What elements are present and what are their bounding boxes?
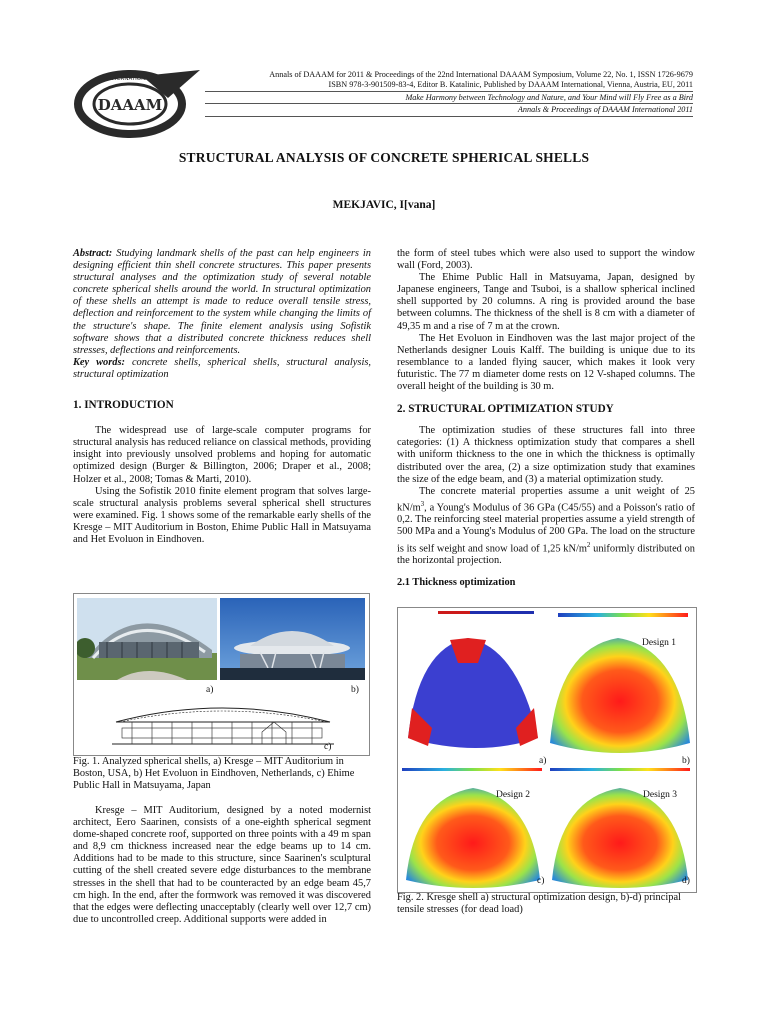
- fig2-label-b: b): [682, 756, 690, 766]
- keywords-text: concrete shells, spherical shells, structural analysis, structural optimization: [73, 356, 371, 380]
- sec2-p2-sup2: 2: [586, 540, 591, 549]
- kresge-paragraph: Kresge – MIT Auditorium, designed by a noted modernist architect, Eero Saarinen, consists of a one-eighth spherical segment dome-shaped concrete roof, supported on three points with a 49 m span and 8,9 cm thickness increased near the edge beams up to 14 cm. Additions had to be made to this structure, since Saarinen's sculptural cutting of the shell created severe edge disturbances to the membrane stresses in the shell that had to be counteracted by an edge beam 45,7 cm high. In the end, after the formwork was removed it was discovered that the edges were deflecting unacceptably (clearly well over 12,7 cm) due to uncontrolled creep. Additional supports were added in: [73, 805, 371, 925]
- sec2-p2-part-a: The concrete material properties assume a unit weight of 25 kN/m: [397, 485, 695, 514]
- sec1-paragraph-1: The widespread use of large-scale computer programs for structural analysis has reduced reliance on classical methods, providing insight into previously unsolved problems and hoping for automatic optimized design (Burger & Billington, 2006; Draper et al., 2008; Holzer et al., 2008; Tomas & Marti, 2010).: [73, 425, 371, 485]
- abstract: [73, 248, 371, 357]
- kresge-photo: [77, 598, 217, 680]
- fig1-caption: Fig. 1. Analyzed spherical shells, a) Kresge – MIT Auditorium in Boston, USA, b) Het Evoluon in Eindhoven, Netherlands, c) Ehime Public Hall in Matsuyama, Japan: [73, 756, 355, 792]
- header-line-1: Annals of DAAAM for 2011 & Proceedings of the 22nd International DAAAM Symposium, Volume 22, No. 1, ISSN 1726-9679: [269, 70, 693, 79]
- fig2-design-3: Design 3: [643, 790, 678, 800]
- sec1-heading: 1. INTRODUCTION: [73, 399, 174, 412]
- fig2-label-c: c): [537, 876, 545, 886]
- sec2-paragraph-1: The optimization studies of these structures fall into three categories: (1) A thickness optimization study that compares a shell with uniform thickness to the one in which the thickness is optimally distributed over the area, (2) a size optimization study that examines the size of the edge beam, and (3) a material optimization study.: [397, 425, 695, 485]
- header-rule-3: [205, 116, 693, 117]
- header-line-4: Annals & Proceedings of DAAAM International 2011: [517, 105, 693, 114]
- fig2-caption: Fig. 2. Kresge shell a) structural optimization design, b)-d) principal tensile stresses (for dead load): [397, 892, 681, 916]
- sec2-p2-part-b: , a Young's Modulus of 36 GPa (C45/55) and a Poisson's ratio of 0,2. The reinforcing steel material properties assume a yield strength of 500 MPa and a Young's Modulus of 200 GPa. The load on the structure is its self weight and snow load of 1,25 kN/m: [397, 502, 695, 554]
- fig2-label-a: a): [539, 756, 547, 766]
- fig1-label-b: b): [351, 685, 359, 695]
- evoluon-photo: [220, 598, 365, 680]
- paper-author: MEKJAVIC, I[vana]: [332, 199, 436, 211]
- ehime-drawing: [112, 692, 334, 748]
- sec2-p2-sup: 3: [420, 499, 425, 508]
- daaam-logo: [72, 68, 202, 138]
- ehime-paragraph: The Ehime Public Hall in Matsuyama, Japan, designed by Japanese engineers, Tange and Tsuboi, is a shallow spherical inclined shell supported by 20 columns. A ring is provided around the base between columns. The thickness of the shell is 8 cm with a diameter of 49,35 m and a rise of 7 m at the crown.: [397, 272, 695, 332]
- header-line-3: Make Harmony between Technology and Nature, and Your Mind will Fly Free as a Bird: [405, 93, 693, 102]
- sec2-p2-part-c: uniformly distributed on the horizontal projection.: [397, 543, 695, 567]
- evoluon-paragraph: The Het Evoluon in Eindhoven was the last major project of the Netherlands designer Louis Kalff. The building is unique due to its resemblance to a landed flying saucer, which makes it look very futuristic. The 77 m diameter dome rests on 12 V-shaped columns. The overall height of the building is 30 m.: [397, 332, 695, 393]
- sec1-paragraph-2: Using the Sofistik 2010 finite element program that solves large-scale structural analysis problems several spherical shell structures were examined. Fig. 1 shows some of the remarkable early shells of the Kresge – MIT Auditorium in Boston, Ehime Public Hall in Matsuyama and Het Evoluon in Eindhoven.: [73, 485, 371, 545]
- fig1-label-c: c): [324, 742, 332, 752]
- figure-2: [397, 607, 697, 893]
- right-column: [397, 248, 695, 589]
- fig2-label-d: d): [682, 876, 690, 886]
- fig2-design-1: Design 1: [642, 638, 677, 648]
- left-column: [73, 248, 371, 546]
- sec2-paragraph-2: [397, 486, 695, 568]
- fig1-label-a: a): [206, 685, 214, 695]
- fig2-design-2: Design 2: [496, 790, 531, 800]
- logo-main-text: DAAAM: [97, 96, 163, 114]
- right-paragraph-0: the form of steel tubes which were also used to support the window wall (Ford, 2003).: [397, 248, 695, 272]
- keywords: [73, 357, 371, 381]
- sec21-heading: 2.1 Thickness optimization: [397, 577, 516, 589]
- logo-top-text: INTERNATIONAL: [107, 76, 153, 82]
- header-rule-1: [205, 91, 693, 92]
- keywords-label: Key words:: [73, 356, 125, 368]
- paper-title: STRUCTURAL ANALYSIS OF CONCRETE SPHERICAL SHELLS: [178, 150, 590, 165]
- abstract-label: Abstract:: [73, 248, 113, 259]
- sec2-heading: 2. STRUCTURAL OPTIMIZATION STUDY: [397, 403, 614, 416]
- figure-1: [73, 593, 370, 756]
- fig2-stress-plots: [398, 608, 696, 892]
- kresge-paragraph-wrap: [73, 805, 371, 926]
- header-rule-2: [205, 103, 693, 104]
- abstract-text: Studying landmark shells of the past can help engineers in designing efficient thin shell concrete structures. This paper presents structural analyses and the optimization study of several notable concrete spherical shells around the world. In structural optimization of these shells an attempt is made to reduce overall tensile stress, deflection and reinforcement to the system while changing the limits of the structure's shape. The finite element analysis using Sofistik software shows that a distributed concrete thickness reduces shell stresses, deflections and reinforcements.: [73, 248, 371, 356]
- header-line-2: ISBN 978-3-901509-83-4, Editor B. Katalinic, Published by DAAAM International, Vienna, Austria, EU, 2011: [328, 80, 693, 89]
